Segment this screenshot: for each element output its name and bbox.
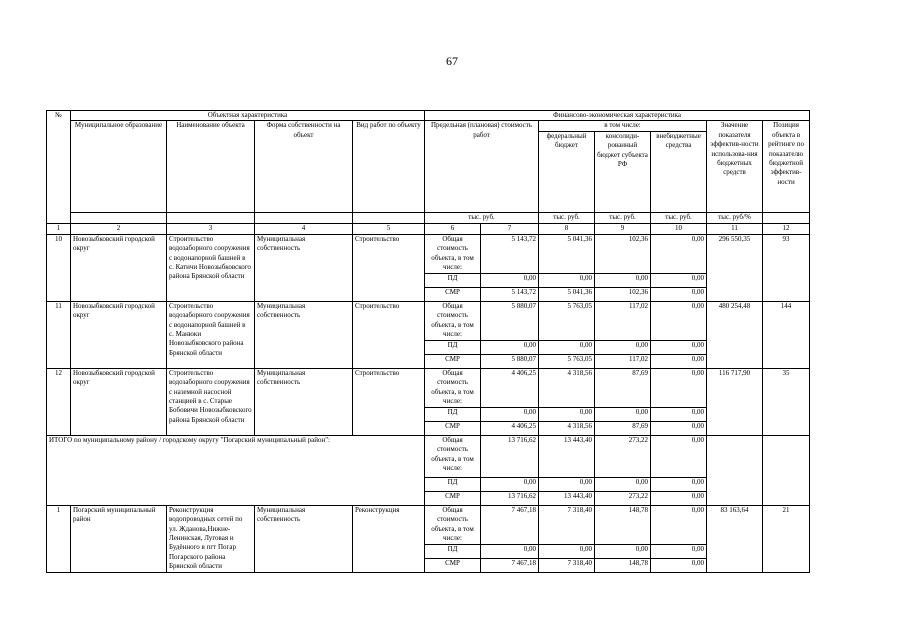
work-type-cell: Строительство [353,234,425,301]
ownership-cell: Муниципальная собственность [255,505,353,572]
cost-regional: 0,00 [595,477,651,491]
cost-federal: 0,00 [539,407,595,421]
cost-line-label: СМР [425,421,481,435]
object-name-cell: Строительство водозаборного сооружения с наземной насосной станцией в с. Старые Бобовичи Новозыбковского района Брянской области [167,368,255,435]
header-municipality: Муниципальное образование [71,121,167,212]
municipality-cell: Новозыбковский городской округ [71,301,167,368]
municipality-cell: Погарский муниципальный район [71,505,167,572]
cost-regional: 117,02 [595,354,651,368]
header-object-char: Объектная характеристика [71,111,425,121]
ownership-cell: Муниципальная собственность [255,234,353,301]
cost-line-label: Общая стоимость объекта, в том числе: [425,505,481,544]
cost-extra: 0,00 [651,234,707,273]
cost-federal: 5 041,36 [539,234,595,273]
cost-extra: 0,00 [651,477,707,491]
col-number: 8 [539,223,595,234]
col-number: 4 [255,223,353,234]
cost-line-label: СМР [425,287,481,301]
table-body [47,111,810,573]
work-type-cell: Строительство [353,301,425,368]
cost-line-label: СМР [425,354,481,368]
efficiency-value: 83 163,64 [707,505,763,572]
object-name-cell: Реконструкция водопроводных сетей по ул. Жданова,Нижне-Ленинская, Луговая и Будённого в пгт Погар Погарского района Брянской области [167,505,255,572]
cost-extra: 0,00 [651,407,707,421]
header-including: в том числе: [539,121,707,131]
cost-line-label: Общая стоимость объекта, в том числе: [425,234,481,273]
col-number: 5 [353,223,425,234]
cost-total: 0,00 [481,544,539,558]
header-consolidated: консолиди-рованный бюджет субъекта РФ [595,131,651,212]
col-number: 1 [47,223,71,234]
unit-rub-federal: тыс. руб. [539,212,595,223]
financial-table [46,110,810,573]
header-units-row [47,212,810,223]
ownership-cell: Муниципальная собственность [255,301,353,368]
cost-extra: 0,00 [651,368,707,407]
cost-extra: 0,00 [651,287,707,301]
rating-value: 35 [763,368,810,435]
cost-extra: 0,00 [651,435,707,477]
cost-federal: 5 763,05 [539,354,595,368]
cost-total: 0,00 [481,273,539,287]
cost-total: 5 143,72 [481,287,539,301]
cost-extra: 0,00 [651,558,707,572]
cost-regional: 273,22 [595,491,651,505]
cost-extra: 0,00 [651,505,707,544]
cost-total: 13 716,62 [481,491,539,505]
cost-federal: 7 318,40 [539,558,595,572]
units-empty [71,212,167,223]
header-work-type: Вид работ по объекту [353,121,425,212]
cost-federal: 5 763,05 [539,301,595,340]
cost-line-label: ПД [425,340,481,354]
row-number: 1 [47,505,71,572]
unit-rub-extra: тыс. руб. [651,212,707,223]
rating-value: 144 [763,301,810,368]
total-row [47,435,810,477]
row-number: 12 [47,368,71,435]
ownership-cell: Муниципальная собственность [255,368,353,435]
object-name-cell: Строительство водозаборного сооружения с водонапорной башней в с. Катичи Новозыбковского района Брянской области [167,234,255,301]
cost-extra: 0,00 [651,544,707,558]
work-type-cell: Строительство [353,368,425,435]
cost-federal: 13 443,40 [539,491,595,505]
table-row [47,368,810,407]
cost-total: 5 143,72 [481,234,539,273]
row-number: 10 [47,234,71,301]
cost-federal: 0,00 [539,340,595,354]
work-type-cell: Реконструкция [353,505,425,572]
empty-cell [763,435,810,505]
header-federal: федеральный бюджет [539,131,595,212]
cost-regional: 87,69 [595,421,651,435]
cost-regional: 0,00 [595,407,651,421]
cost-line-label: Общая стоимость объекта, в том числе: [425,435,481,477]
cost-regional: 102,36 [595,234,651,273]
col-number: 2 [71,223,167,234]
col-number: 6 [425,223,481,234]
cost-regional: 273,22 [595,435,651,477]
cost-total: 0,00 [481,477,539,491]
cost-total: 4 406,25 [481,368,539,407]
cost-extra: 0,00 [651,340,707,354]
total-label: ИТОГО по муниципальному району / городскому округу "Погарский муниципальный район": [47,435,425,505]
efficiency-value: 296 550,35 [707,234,763,301]
col-number: 10 [651,223,707,234]
header-row-2 [47,121,810,131]
cost-total: 7 467,18 [481,558,539,572]
cost-total: 5 880,07 [481,301,539,340]
col-number: 12 [763,223,810,234]
cost-line-label: ПД [425,477,481,491]
cost-federal: 0,00 [539,477,595,491]
cost-total: 13 716,62 [481,435,539,477]
col-number: 11 [707,223,763,234]
municipality-cell: Новозыбковский городской округ [71,368,167,435]
cost-extra: 0,00 [651,491,707,505]
units-empty [763,212,810,223]
unit-rub-regional: тыс. руб. [595,212,651,223]
cost-regional: 0,00 [595,544,651,558]
cost-extra: 0,00 [651,273,707,287]
header-rating: Позиция объекта в рейтинге по показателю бюджетной эффектив-ности [763,121,810,212]
unit-rub-cost: тыс. руб. [425,212,539,223]
cost-extra: 0,00 [651,301,707,340]
header-ownership: Форма собственности на объект [255,121,353,212]
header-planned-cost: Предельная (плановая) стоимость работ [425,121,539,212]
cost-total: 0,00 [481,340,539,354]
cost-line-label: СМР [425,491,481,505]
header-row-1 [47,111,810,121]
cost-regional: 148,78 [595,505,651,544]
cost-line-label: Общая стоимость объекта, в том числе: [425,301,481,340]
table-row [47,234,810,273]
column-numbers-row [47,223,810,234]
cost-line-label: ПД [425,544,481,558]
cost-regional: 87,69 [595,368,651,407]
cost-federal: 4 318,56 [539,421,595,435]
efficiency-value: 116 717,90 [707,368,763,435]
unit-pct: тыс. руб/% [707,212,763,223]
units-empty [353,212,425,223]
rating-value: 21 [763,505,810,572]
cost-federal: 0,00 [539,544,595,558]
cost-total: 5 880,07 [481,354,539,368]
col-number: 7 [481,223,539,234]
cost-extra: 0,00 [651,354,707,368]
table-row [47,301,810,340]
empty-cell [707,435,763,505]
header-num: № [47,111,71,224]
cost-line-label: ПД [425,407,481,421]
cost-regional: 0,00 [595,340,651,354]
municipality-cell: Новозыбковский городской округ [71,234,167,301]
cost-federal: 13 443,40 [539,435,595,477]
header-efficiency: Значение показателя эффектив-ности использова-ния бюджетных средств [707,121,763,212]
page-number: 67 [446,54,458,68]
cost-total: 0,00 [481,407,539,421]
header-object-name: Наименование объекта [167,121,255,212]
cost-total: 7 467,18 [481,505,539,544]
cost-extra: 0,00 [651,421,707,435]
cost-line-label: Общая стоимость объекта, в том числе: [425,368,481,407]
efficiency-value: 480 254,48 [707,301,763,368]
cost-line-label: ПД [425,273,481,287]
cost-federal: 7 318,40 [539,505,595,544]
cost-line-label: СМР [425,558,481,572]
header-fin-char: Финансово-экономическая характеристика [425,111,810,121]
cost-regional: 0,00 [595,273,651,287]
table-row [47,505,810,544]
cost-federal: 4 318,56 [539,368,595,407]
cost-regional: 117,02 [595,301,651,340]
cost-total: 4 406,25 [481,421,539,435]
col-number: 3 [167,223,255,234]
rating-value: 93 [763,234,810,301]
cost-federal: 5 041,36 [539,287,595,301]
header-extra: внебюджетные средства [651,131,707,212]
object-name-cell: Строительство водозаборного сооружения с водонапорной башней в с. Манюки Новозыбковского района Брянской области [167,301,255,368]
cost-regional: 148,78 [595,558,651,572]
cost-regional: 102,36 [595,287,651,301]
cost-federal: 0,00 [539,273,595,287]
units-empty [255,212,353,223]
units-empty [167,212,255,223]
row-number: 11 [47,301,71,368]
col-number: 9 [595,223,651,234]
